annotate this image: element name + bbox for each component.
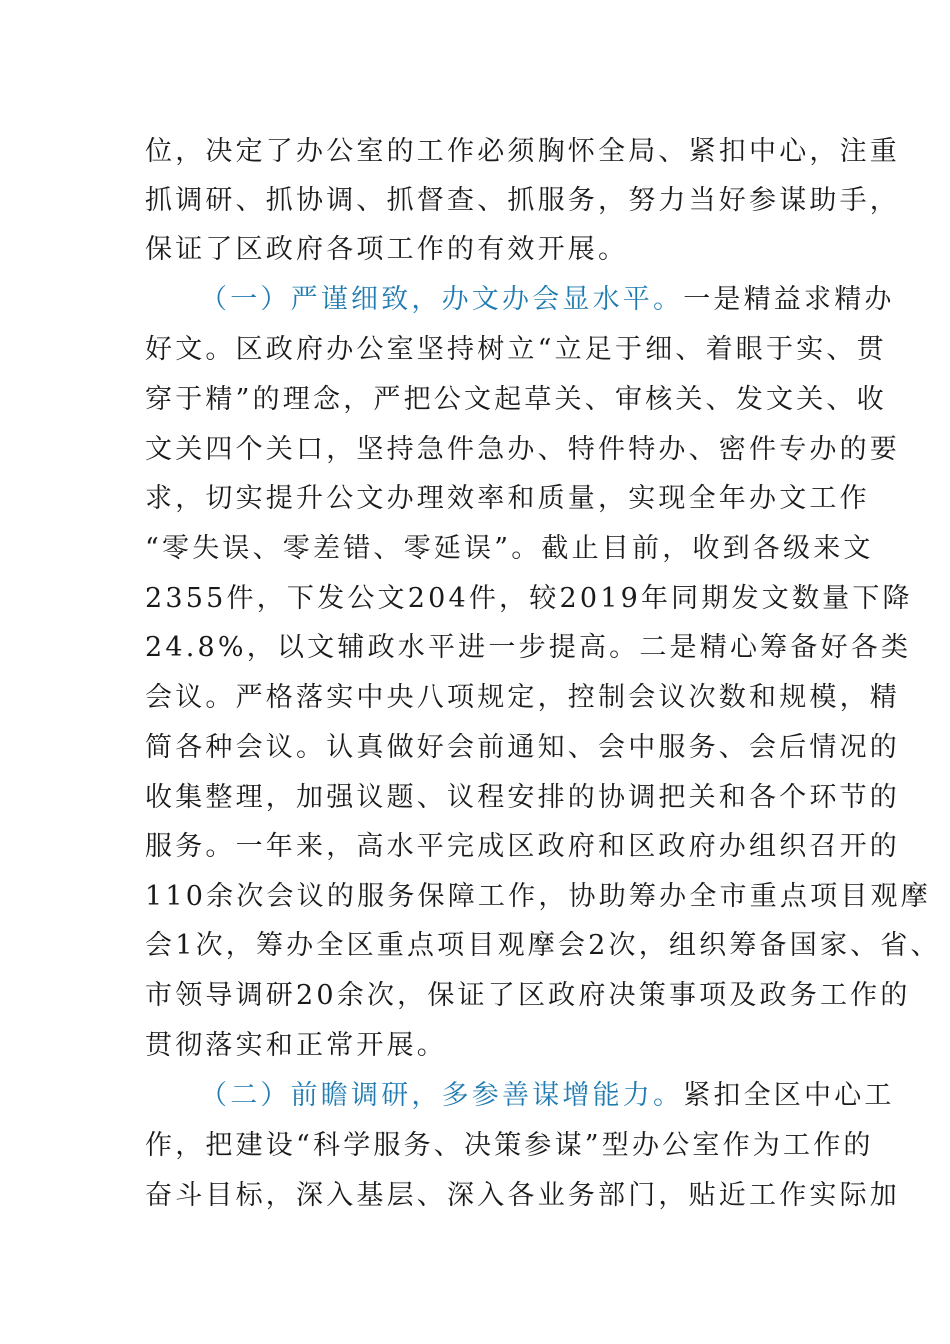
line-text: 市领导调研20余次，保证了区政府决策事项及政务工作的 (145, 980, 911, 1011)
line-text: 贯彻落实和正常开展。 (145, 1030, 447, 1061)
paragraph-line-13 (145, 728, 900, 768)
line-text: 求，切实提升公文办理效率和质量，实现全年办文工作 (145, 483, 870, 514)
line-text: 服务。一年来，高水平完成区政府和区政府办组织召开的 (145, 831, 900, 862)
line-text: 好文。区政府办公室坚持树立“立足于细、着眼于实、贯 (145, 334, 887, 365)
section-one-first-line (200, 280, 895, 320)
line-text: 奋斗目标，深入基层、深入各业务部门，贴近工作实际加 (145, 1180, 900, 1211)
paragraph-line-15 (145, 827, 900, 867)
paragraph-line-1 (145, 132, 900, 172)
paragraph-line-14 (145, 778, 900, 818)
line-text: 位，决定了办公室的工作必须胸怀全局、紧扣中心，注重 (145, 136, 900, 167)
paragraph-line-8 (145, 479, 870, 519)
line-text: 一是精益求精办 (683, 284, 895, 315)
paragraph-line-12 (145, 678, 900, 718)
paragraph-line-16 (145, 877, 931, 917)
line-text: 会1次，筹办全区重点项目观摩会2次，组织筹备国家、省、 (145, 930, 941, 961)
paragraph-line-18 (145, 976, 911, 1016)
paragraph-line-3 (145, 230, 628, 270)
paragraph-line-2 (145, 181, 900, 221)
section-two-first-line (200, 1076, 895, 1116)
line-text: 文关四个关口，坚持急件急办、特件特办、密件专办的要 (145, 434, 900, 465)
line-text: 24.8%，以文辅政水平进一步提高。二是精心筹备好各类 (145, 632, 912, 663)
line-text: 简各种会议。认真做好会前通知、会中服务、会后情况的 (145, 732, 900, 763)
paragraph-line-5 (145, 330, 887, 370)
line-text: 2355件，下发公文204件，较2019年同期发文数量下降 (145, 583, 913, 614)
paragraph-line-21 (145, 1126, 874, 1166)
paragraph-line-19 (145, 1026, 447, 1066)
line-text: 抓调研、抓协调、抓督查、抓服务，努力当好参谋助手， (145, 185, 900, 216)
line-text: 作，把建设“科学服务、决策参谋”型办公室作为工作的 (145, 1130, 874, 1161)
line-text: 紧扣全区中心工 (683, 1080, 895, 1111)
section-heading-2: （二）前瞻调研，多参善谋增能力。 (200, 1080, 684, 1111)
paragraph-line-10 (145, 579, 913, 619)
line-text: 收集整理，加强议题、议程安排的协调把关和各个环节的 (145, 782, 900, 813)
line-text: 穿于精”的理念，严把公文起草关、审核关、发文关、收 (145, 384, 887, 415)
paragraph-line-11 (145, 628, 911, 668)
line-text: “零失误、零差错、零延误”。截止目前，收到各级来文 (145, 533, 874, 564)
paragraph-line-17 (145, 926, 941, 966)
line-text: 保证了区政府各项工作的有效开展。 (145, 234, 629, 265)
paragraph-line-22 (145, 1176, 900, 1216)
paragraph-line-9 (145, 529, 874, 569)
paragraph-line-6 (145, 380, 887, 420)
line-text: 会议。严格落实中央八项规定，控制会议次数和规模，精 (145, 682, 900, 713)
paragraph-line-7 (145, 430, 900, 470)
section-heading-1: （一）严谨细致，办文办会显水平。 (200, 284, 684, 315)
line-text: 110余次会议的服务保障工作，协助筹办全市重点项目观摩 (145, 881, 931, 912)
